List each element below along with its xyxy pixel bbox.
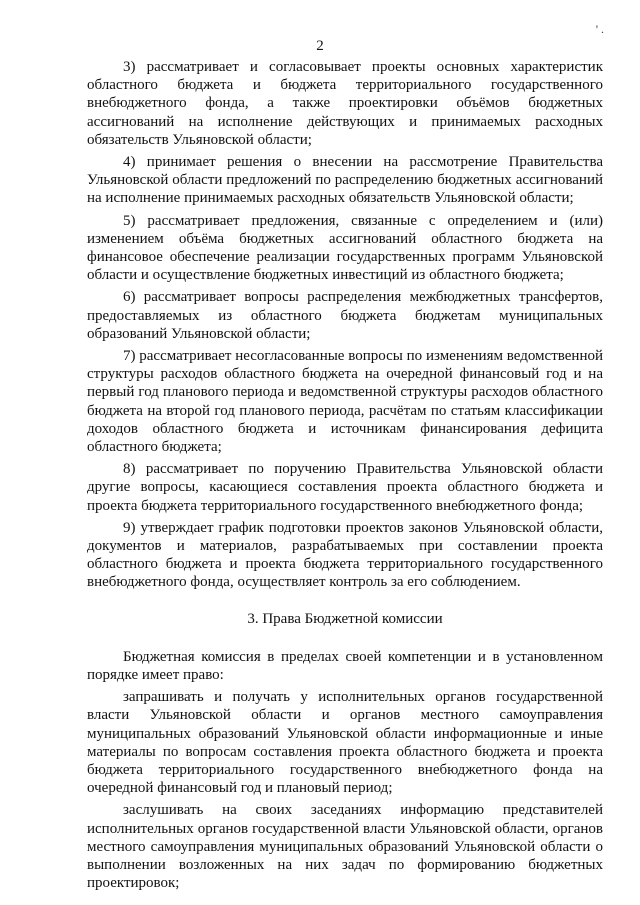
rights-item-request: запрашивать и получать у исполнительных органов государственной власти Ульяновской области и органов местного самоуправления муниципальных образований Ульяновской области информационные и иные материалы по вопросам составления проекта областного бюджета и проекта бюджета территориального государственного внебюджетного фонда на очередной финансовый год и плановый период; — [87, 689, 603, 797]
paragraph-item-9: 9) утверждает график подготовки проектов законов Ульяновской области, документов и материалов, разрабатываемых при составлении проекта областного бюджета и проекта бюджета территориального государственного внебюджетного фонда, осуществляет контроль за его соблюдением. — [87, 519, 603, 591]
paragraph-item-3: 3) рассматривает и согласовывает проекты основных характеристик областного бюджета и бюджета территориального государственного внебюджетного фонда, а также проектировки объёмов бюджетных ассигнований на исполнение действующих и принимаемых расходных обязательств Ульяновской области; — [87, 59, 603, 148]
document-body — [87, 58, 603, 896]
rights-item-hear: заслушивать на своих заседаниях информацию представителей исполнительных органов государственной власти Ульяновской области, органов местного самоуправления муниципальных образований Ульяновской области о выполнении возложенных на них задач по формированию бюджетных проектировок; — [87, 802, 603, 892]
paragraph-item-8: 8) рассматривает по поручению Правительства Ульяновской области другие вопросы, касающиеся составления проекта областного бюджета и проекта бюджета территориального государственного внебюджетного фонда; — [87, 461, 603, 514]
section-heading: 3. Права Бюджетной комиссии — [247, 610, 443, 627]
corner-marks: ' . — [595, 22, 604, 36]
paragraph-item-4: 4) принимает решения о внесении на рассмотрение Правительства Ульяновской области предложений по распределению бюджетных ассигнований на исполнение принимаемых расходных обязательств Ульяновской области; — [87, 154, 603, 207]
paragraph-item-5: 5) рассматривает предложения, связанные с определением и (или) изменением объёма бюджетных ассигнований областного бюджета на финансовое обеспечение реализации государственных программ Ульяновской области и осуществление бюджетных инвестиций из областного бюджета; — [87, 212, 603, 284]
paragraph-item-6: 6) рассматривает вопросы распределения межбюджетных трансфертов, предоставляемых из областного бюджета бюджетам муниципальных образований Ульяновской области; — [87, 289, 603, 342]
page-number: 2 — [316, 38, 324, 54]
rights-intro: Бюджетная комиссия в пределах своей компетенции и в установленном порядке имеет право: — [87, 648, 603, 683]
paragraph-item-7: 7) рассматривает несогласованные вопросы по изменениям ведомственной структуры расходов областного бюджета на очередной финансовый год и на первый год планового периода и ведомственной структуры расходов областного бюджета на второй год планового периода, расчётам по статьям классификации доходов областного бюджета и источникам финансирования дефицита областного бюджета; — [87, 348, 603, 456]
